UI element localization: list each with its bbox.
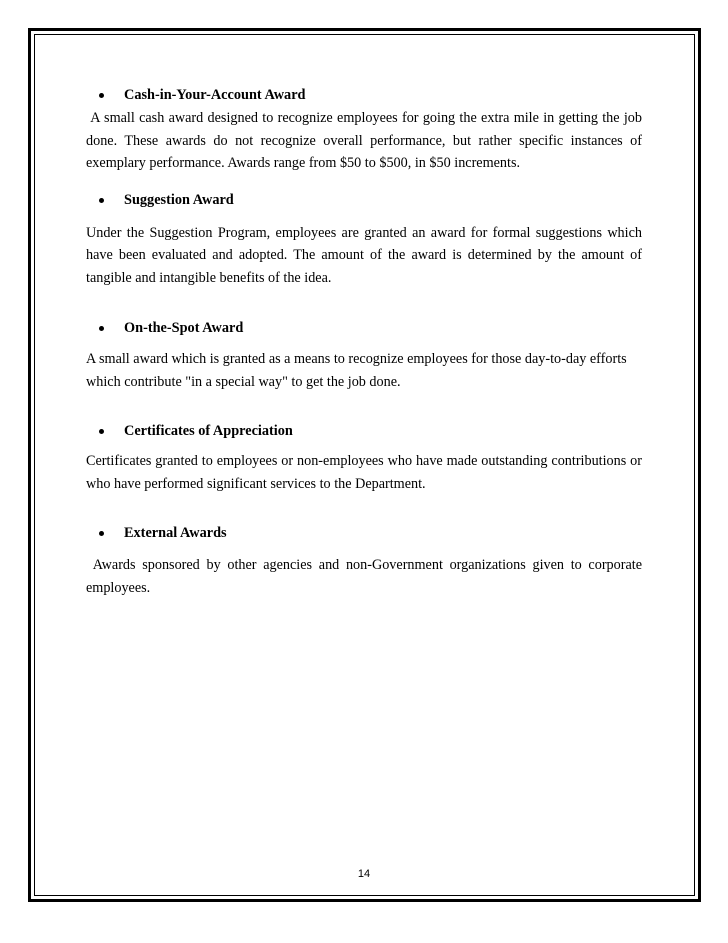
section-heading	[86, 317, 642, 339]
section-heading-text: Certificates of Appreciation	[124, 422, 293, 439]
section-heading-text: External Awards	[124, 524, 227, 541]
bullet-icon	[99, 93, 104, 98]
page-number: 14	[357, 868, 371, 880]
section-paragraph: A small cash award designed to recognize employees for going the extra mile in getting the job done. These awards do not recognize overall performance, but rather specific instances of exemplary performance. Awards range from $50 to $500, in $50 increments.	[86, 110, 646, 171]
section-paragraph: Awards sponsored by other agencies and non-Government organizations given to corporate employees.	[86, 557, 646, 596]
section-heading-text: Suggestion Award	[124, 192, 234, 208]
section-heading-text: Cash-in-Your-Account Award	[124, 86, 306, 103]
bullet-icon	[99, 326, 104, 331]
award-section-on-the-spot	[86, 317, 642, 393]
section-paragraph: Certificates granted to employees or non-employees who have made outstanding contributions or who have performed significant services to the Department.	[86, 453, 642, 492]
section-heading	[86, 420, 642, 442]
award-section-cash-in-your-account	[86, 84, 646, 175]
section-heading	[86, 190, 642, 212]
section-heading	[86, 84, 642, 106]
award-section-suggestion	[86, 190, 642, 290]
bullet-icon	[99, 198, 104, 203]
award-section-certificates-of-appreciation	[86, 420, 642, 495]
document-body	[86, 84, 646, 599]
section-heading-text: On-the-Spot Award	[124, 319, 244, 336]
bullet-icon	[99, 429, 104, 434]
award-section-external	[86, 522, 646, 599]
bullet-icon	[99, 531, 104, 536]
section-paragraph: Under the Suggestion Program, employees are granted an award for formal suggestions which have been evaluated and adopted. The amount of the award is determined by the amount of tangible and intangible benefits of the idea.	[86, 224, 642, 286]
section-paragraph: A small award which is granted as a means to recognize employees for those day-to-day efforts which contribute "in a special way" to get the job done.	[86, 351, 627, 390]
section-heading	[86, 522, 642, 544]
